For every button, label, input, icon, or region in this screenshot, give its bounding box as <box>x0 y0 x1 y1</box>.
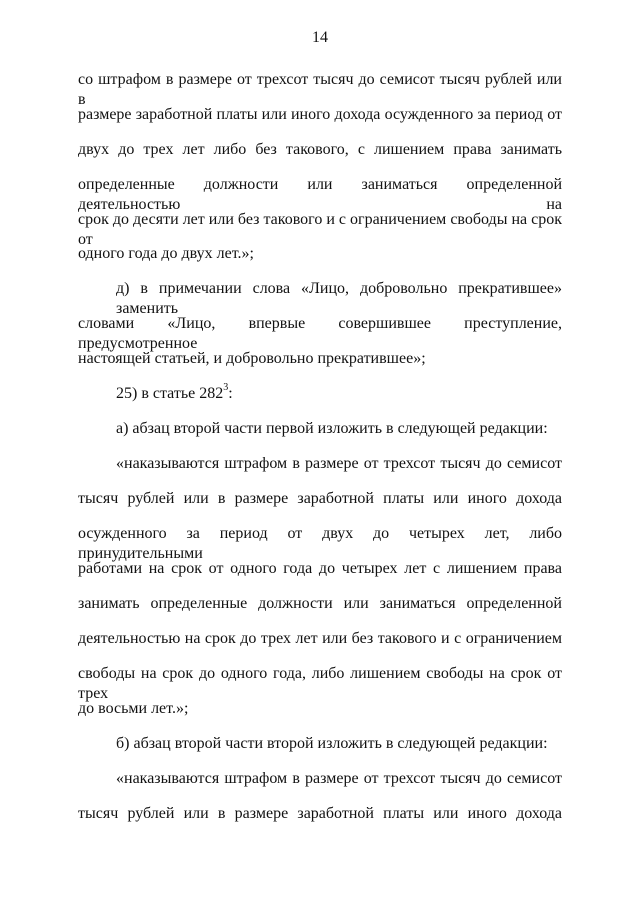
text-line: размере заработной платы или иного дохода осужденного за период от <box>78 106 562 123</box>
text-line: двух до трех лет либо без такового, с лишением права занимать <box>78 141 562 158</box>
text-line: д) в примечании слова «Лицо, добровольно прекратившее» заменить <box>116 280 562 317</box>
article-heading-text: 25) в статье 282 <box>116 385 224 402</box>
text-line: занимать определенные должности или заниматься определенной <box>78 595 562 612</box>
text-line: до восьми лет.»; <box>78 700 189 717</box>
text-line: определенные должности или заниматься определенной деятельностью на <box>78 176 562 213</box>
text-line: а) абзац второй части первой изложить в следующей редакции: <box>116 420 548 437</box>
text-line: деятельностью на срок до трех лет или без такового и с ограничением <box>78 630 562 647</box>
text-line: тысяч рублей или в размере заработной платы или иного дохода <box>78 490 562 507</box>
page-number: 14 <box>312 29 328 46</box>
article-superscript: 3 <box>223 381 229 393</box>
article-heading <box>116 381 233 404</box>
text-line: настоящей статьей, и добровольно прекратившее»; <box>78 350 426 367</box>
text-line: одного года до двух лет.»; <box>78 245 254 262</box>
text-line: работами на срок от одного года до четырех лет с лишением права <box>78 560 562 577</box>
text-line: б) абзац второй части второй изложить в следующей редакции: <box>116 735 548 752</box>
text-line: тысяч рублей или в размере заработной платы или иного дохода <box>78 805 562 822</box>
article-heading-colon: : <box>228 385 233 402</box>
text-line: свободы на срок до одного года, либо лишением свободы на срок от трех <box>78 665 562 702</box>
text-line: со штрафом в размере от трехсот тысяч до семисот тысяч рублей или в <box>78 71 562 108</box>
text-line: «наказываются штрафом в размере от трехсот тысяч до семисот <box>116 770 562 787</box>
text-line: словами «Лицо, впервые совершившее преступление, предусмотренное <box>78 315 562 352</box>
text-line: срок до десяти лет или без такового и с ограничением свободы на срок от <box>78 211 562 248</box>
text-line: осужденного за период от двух до четырех лет, либо принудительными <box>78 525 562 562</box>
text-line: «наказываются штрафом в размере от трехсот тысяч до семисот <box>116 455 562 472</box>
